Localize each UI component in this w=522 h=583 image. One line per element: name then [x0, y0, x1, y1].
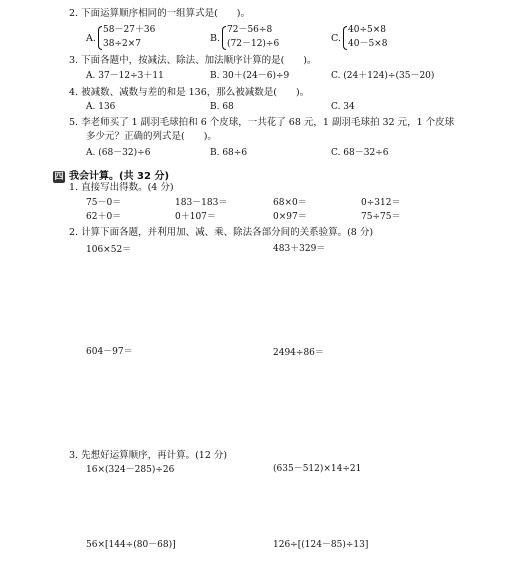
order-calc-item: (635－512)×14÷21	[273, 464, 362, 474]
q5-option-c: C. 68－32÷6	[331, 148, 389, 158]
q3-option-a: A. 37－12÷3＋11	[86, 71, 164, 81]
q5-stem-line2: 多少元？正确的列式是( )。	[86, 131, 217, 142]
q2-option-c-label: C.	[331, 33, 341, 44]
q2-option-b-line2: (72－12)÷6	[227, 39, 280, 49]
oral-item: 75－0＝	[86, 198, 122, 208]
oral-item: 75÷75＝	[361, 212, 401, 222]
oral-item: 62＋0＝	[86, 212, 122, 222]
q5-option-b: B. 68÷6	[210, 148, 248, 158]
q4-stem: 4. 被减数、减数与差的和是 136，那么被减数是( )。	[69, 87, 310, 98]
vertical-calc-item: 2494÷86＝	[273, 348, 324, 358]
q4-option-b: B. 68	[210, 102, 234, 112]
section-number-badge: 四	[54, 172, 64, 182]
q2-option-b-brace	[222, 26, 226, 50]
order-calc-item: 126÷[(124－85)÷13]	[273, 540, 369, 550]
part3-title: 3. 先想好运算顺序，再计算。(12 分)	[69, 450, 228, 461]
q2-option-c-brace	[343, 26, 347, 50]
q5-option-a: A. (68－32)÷6	[86, 148, 151, 158]
q3-stem: 3. 下面各题中，按减法、除法、加法顺序计算的是( )。	[69, 55, 317, 66]
q2-option-b-line1: 72－56÷8	[227, 25, 273, 35]
q4-option-a: A. 136	[86, 102, 116, 112]
q2-option-a-line2: 38÷2×7	[103, 39, 141, 49]
q2-option-a-line1: 58－27＋36	[103, 25, 156, 35]
part1-title: 1. 直接写出得数。(4 分)	[69, 182, 174, 193]
q2-option-a-brace	[98, 26, 102, 50]
vertical-calc-item: 106×52＝	[86, 245, 132, 255]
oral-item: 68×0＝	[273, 198, 307, 208]
order-calc-item: 16×(324－285)÷26	[86, 465, 175, 475]
oral-item: 183－183＝	[175, 198, 228, 208]
oral-item: 0＋107＝	[175, 212, 216, 222]
oral-item: 0÷312＝	[361, 198, 401, 208]
section-heading	[53, 164, 169, 183]
q2-option-c-line1: 40÷5×8	[348, 25, 386, 35]
q5-stem-line1: 5. 李老师买了 1 副羽毛球拍和 6 个皮球，一共花了 68 元，1 副羽毛球拍 32 元，1 个皮球	[69, 117, 455, 128]
vertical-calc-item: 483＋329＝	[273, 244, 326, 254]
q3-option-b: B. 30＋(24－6)÷9	[210, 71, 290, 81]
oral-item: 0×97＝	[273, 212, 307, 222]
q2-option-b-label: B.	[210, 33, 221, 44]
q2-option-a-label: A.	[86, 33, 96, 44]
q2-option-c-line2: 40－5×8	[348, 39, 388, 49]
order-calc-item: 56×[144÷(80－68)]	[86, 540, 176, 550]
q3-option-c: C. (24＋124)÷(35－20)	[331, 71, 435, 81]
q2-stem: 2. 下面运算顺序相同的一组算式是( )。	[69, 8, 250, 19]
section-title: 我会计算。(共 32 分)	[69, 171, 170, 182]
q4-option-c: C. 34	[331, 102, 355, 112]
vertical-calc-item: 604－97＝	[86, 347, 133, 357]
part2-title: 2. 计算下面各题，并利用加、减、乘、除法各部分间的关系验算。(8 分)	[69, 227, 374, 238]
